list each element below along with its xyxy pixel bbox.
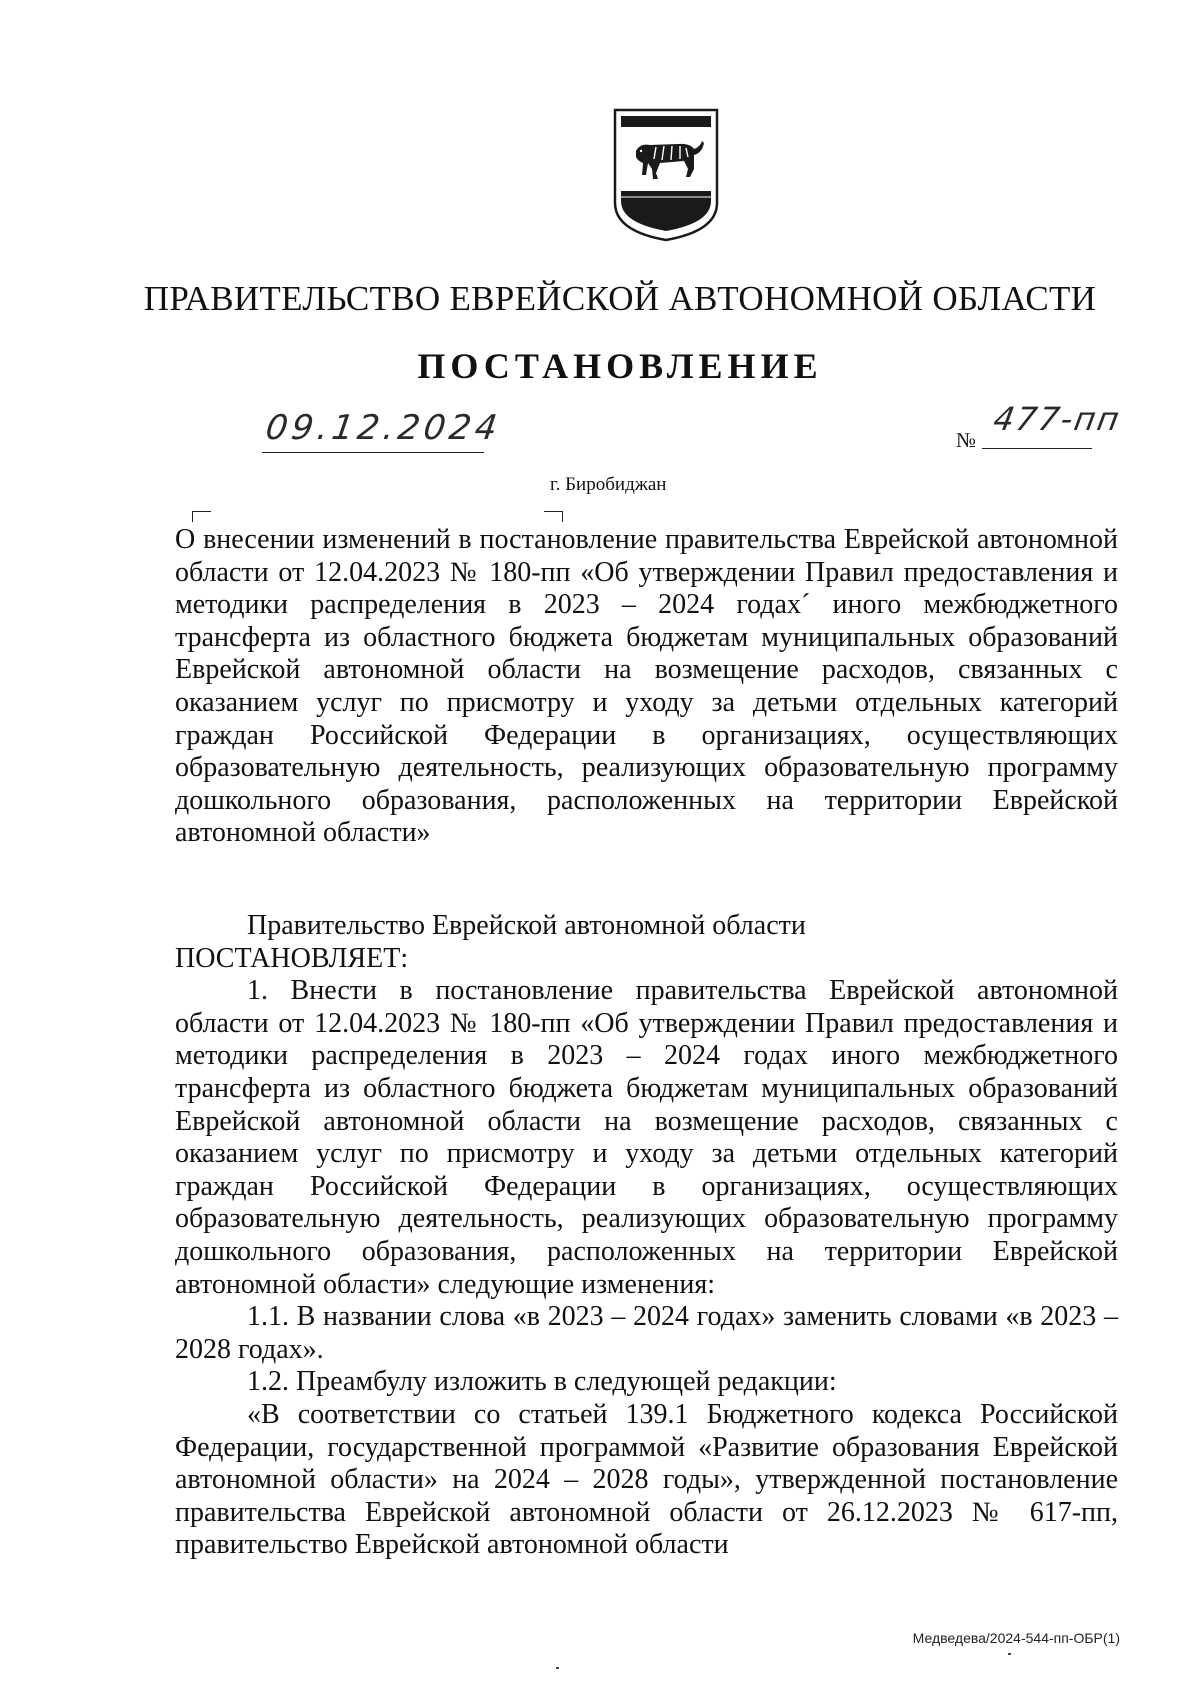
document-type-heading: ПОСТАНОВЛЕНИЕ [417, 346, 823, 386]
preamble-line: Правительство Еврейской автономной области [247, 910, 806, 941]
preamble-quote: «В соответствии со статьей 139.1 Бюджетного кодекса Российской Федерации, государственной программой «Развитие образования Еврейской автономной области» на 2024 – 2028 годы», утвержденной постановление правительства Еврейской автономной области от 26.12.2023 № 617-пп, правительство Еврейской автономной области [175, 1398, 1118, 1561]
resolves-keyword: ПОСТАНОВЛЯЕТ: [175, 942, 409, 974]
organization-title: ПРАВИТЕЛЬСТВО ЕВРЕЙСКОЙ АВТОНОМНОЙ ОБЛАСТИ [143, 279, 1097, 318]
number-field [982, 400, 1124, 449]
item-1-2: 1.2. Преамбулу изложить в следующей редакции: [247, 1366, 837, 1398]
item-1-1: 1.1. В названии слова «в 2023 – 2024 годах» заменить словами «в 2023 – 2028 годах». [175, 1301, 1118, 1365]
scan-speck [1008, 1653, 1011, 1655]
handwritten-date: 09.12.2024 [263, 408, 504, 448]
city-line: г. Биробиджан [550, 474, 667, 495]
handwritten-number: 477-пп [990, 400, 1124, 438]
date-field [262, 408, 504, 453]
coat-of-arms-tiger-icon [612, 107, 720, 243]
title-corner-right [544, 511, 563, 522]
resolution-title: О внесении изменений в постановление правительства Еврейской автономной области от 12.04.2023 № 180-пп «Об утверждении Правил предоставления и методики распределения в 2023 – 2024 годах´ иного межбюджетного трансферта из областного бюджета бюджетам муниципальных образований Еврейской автономной области на возмещение расходов, связанных с оказанием услуг по присмотру и уходу за детьми отдельных категорий граждан Российской Федерации в организациях, осуществляющих образовательную деятельность, реализующих образовательную программу дошкольного образования, расположенных на территории Еврейской автономной области» [175, 524, 1118, 849]
scan-speck [556, 1667, 559, 1669]
item-1: 1. Внести в постановление правительства Еврейской автономной области от 12.04.2023 № 180-пп «Об утверждении Правил предоставления и методики распределения в 2023 – 2024 годах иного межбюджетного трансферта из областного бюджета бюджетам муниципальных образований Еврейской автономной области на возмещение расходов, связанных с оказанием услуг по присмотру и уходу за детьми отдельных категорий граждан Российской Федерации в организациях, осуществляющих образовательную деятельность, реализующих образовательную программу дошкольного образования, расположенных на территории Еврейской автономной области» следующие изменения: [175, 975, 1118, 1300]
title-corner-left [192, 511, 211, 522]
resolution-body [175, 910, 1118, 1562]
document-code: Медведева/2024-544-пп-ОБР(1) [912, 1630, 1120, 1646]
number-sign: № [956, 428, 977, 452]
